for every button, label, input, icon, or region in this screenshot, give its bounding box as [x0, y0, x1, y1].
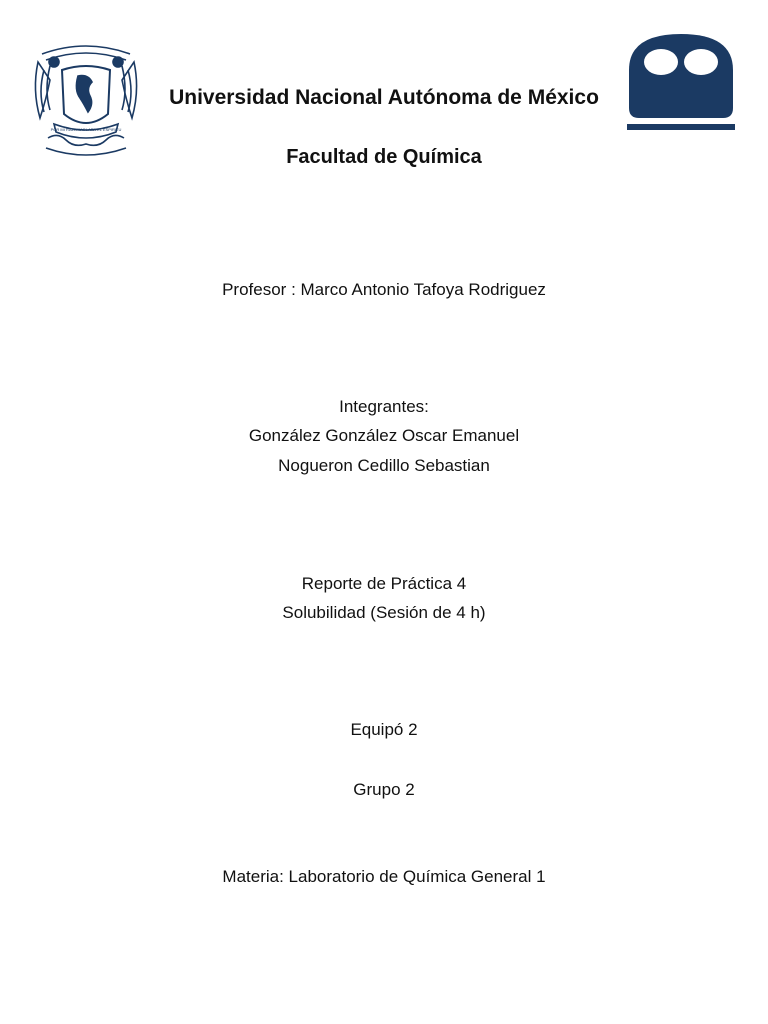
group-label: Grupo 2	[353, 780, 415, 799]
professor-line: Profesor : Marco Antonio Tafoya Rodriguez	[222, 280, 546, 299]
team-label: Equipó 2	[350, 720, 418, 739]
member-name: Nogueron Cedillo Sebastian	[278, 456, 490, 475]
faculty-title: Facultad de Química	[286, 146, 482, 168]
report-title: Reporte de Práctica 4	[301, 574, 467, 593]
members-heading: Integrantes:	[339, 397, 429, 416]
university-title: Universidad Nacional Autónoma de México	[169, 86, 599, 109]
facultad-quimica-logo	[625, 30, 737, 134]
seal-motto: POR MI RAZA HABLARA EL ESPIRITU	[50, 127, 122, 132]
report-subtitle: Solubilidad (Sesión de 4 h)	[282, 603, 486, 622]
member-name: González González Oscar Emanuel	[248, 426, 520, 445]
subject-label: Materia: Laboratorio de Química General 1	[222, 867, 546, 886]
